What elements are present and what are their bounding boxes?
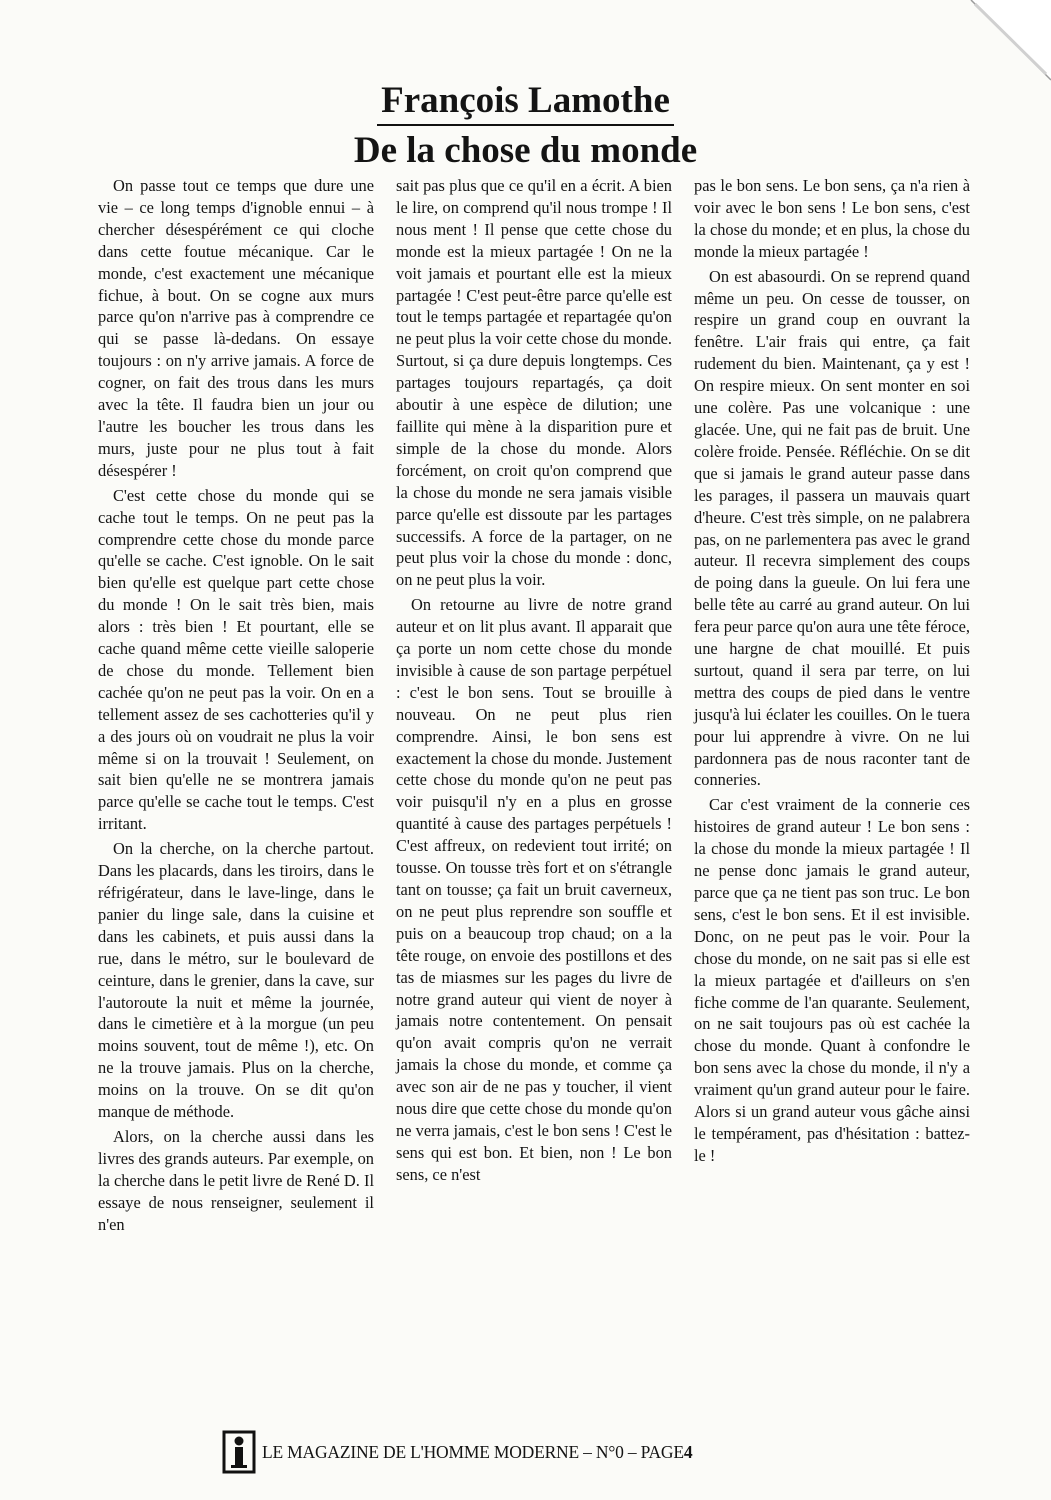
text-column-2 bbox=[396, 175, 672, 1395]
paragraph: Car c'est vraiment de la connerie ces histoires de grand auteur ! Le bon sens : la chose du monde la mieux partagée ! Il ne pense donc jamais le grand auteur, parce que ça ne tient pas son truc. Le bon sens, c'est le bon sens. Et il est invisible. Donc, on ne peut pas le voir. Pour la chose du monde, on ne sait pas si elle est la mieux partagée et d'ailleurs on s'en fiche comme de l'an quarante. Seulement, on ne sait toujours pas où est cachée la chose du monde. Quant à confondre le bon sens avec la chose du monde, il n'y a vraiment qu'un grand auteur pour le faire. Alors si un grand auteur vous gâche ainsi le tempérament, pas d'hésitation : battez-le ! bbox=[694, 795, 970, 1165]
paragraph: On est abasourdi. On se reprend quand même un peu. On cesse de tousser, on respire un grand coup en ouvrant la fenêtre. L'air frais qui entre, ça fait rudement du bien. Maintenant, ça y est ! On respire mieux. On sent monter en soi une colère. Pas une volcanique : une glacée. Une, qui ne fait pas de bruit. Une colère froide. Pensée. Réfléchie. On se dit que si jamais le grand auteur passe dans les parages, il passera un mauvais quart d'heure. C'est très simple, on ne palabrera pas, on ne parlementera pas avec le grand auteur. Il recevra simplement des coups de poing dans la gueule. On lui fera une belle tête au carré au grand auteur. On lui fera peur parce qu'on aura une tête féroce, une hargne de chat mouillé. Et puis surtout, quand il sera par terre, on lui mettra des coups de pied dans le ventre jusqu'à lui éclater les couilles. On le tuera pour lui apprendre à vivre. On ne lui pardonnera pas de nous raconter tant de conneries. bbox=[694, 266, 970, 790]
page-footer bbox=[222, 1430, 692, 1474]
magazine-logo-icon bbox=[222, 1430, 256, 1474]
text-column-3 bbox=[694, 175, 970, 1395]
paragraph: On retourne au livre de notre grand auteur et on lit plus avant. Il apparait que ça porte un nom cette chose du monde invisible à cause de son partage perpétuel : c'est le bon sens. Tout se brouille à nouveau. On ne peut plus rien comprendre. Ainsi, le bon sens est exactement la chose du monde. Justement cette chose du monde qu'on ne peut pas voir puisqu'il n'y en a plus en grosse quantité à cause des partages perpétuels ! C'est affreux, on redevient tout irrité; on tousse. On tousse très fort et on s'étrangle tant on tousse; ça fait un bruit caverneux, on ne peut plus reprendre son souffle et puis on a beaucoup trop chaud; on a la tête rouge, on envoie des postillons et des tas de miasmes sur les pages du livre de notre grand auteur qui vient de noyer à jamais notre contentement. On pensait qu'on avait compris qu'on ne verrait jamais la chose du monde, et comme ça avec son air de ne pas y toucher, il vient nous dire que cette chose du monde qu'on ne verra jamais, c'est le bon sens ! C'est le sens qui est bon. Et bien, non ! Le bon sens, ce n'est bbox=[396, 595, 672, 1184]
paragraph: C'est cette chose du monde qui se cache tout le temps. On ne peut pas la comprendre cette chose du monde parce qu'elle se cache. C'est ignoble. On le sait bien qu'elle est quelque part cette chose du monde ! On le sait très bien, mais alors : très bien ! Et pourtant, elle se cache quand même cette vieille saloperie de chose du monde. Tellement bien cachée qu'on ne peut pas la voir. On en a tellement assez de ses cachotteries qu'il y a des jours où on voudrait ne plus la voir même si on la trouvait ! Seulement, on sait bien qu'elle ne se montrera jamais parce qu'elle se cache tout le temps. C'est irritant. bbox=[98, 485, 374, 834]
paragraph: pas le bon sens. Le bon sens, ça n'a rien à voir avec le bon sens ! Le bon sens, c'est la chose du monde; et en plus, la chose du monde la mieux partagée ! bbox=[694, 176, 970, 261]
paragraph: On la cherche, on la cherche partout. Dans les placards, dans les tiroirs, dans le réfrigérateur, dans le lave-linge, dans le panier du linge sale, dans la cuisine et dans les cabinets, et puis aussi dans la rue, dans le métro, sur le boulevard de ceinture, dans le grenier, dans la cave, sur l'autoroute la nuit et même la journée, dans le cimetière et à la morgue (un peu moins souvent, tout de même !), etc. On ne la trouve jamais. Plus on la cherche, moins on la trouve. On se dit qu'on manque de méthode. bbox=[98, 839, 374, 1122]
footer-magazine-name: LE MAGAZINE DE L'HOMME MODERNE – N°0 – PAGE bbox=[262, 1441, 684, 1462]
footer-page-number: 4 bbox=[683, 1441, 693, 1462]
footer-label bbox=[262, 1442, 692, 1463]
paragraph: Alors, on la cherche aussi dans les livres des grands auteurs. Par exemple, on la cherche dans le petit livre de René D. Il essaye de nous renseigner, seulement il n'en bbox=[98, 1126, 374, 1234]
paragraph: sait pas plus que ce qu'il en a écrit. A bien le lire, on comprend qu'il nous trompe ! Il nous ment ! Il pense que cette chose du monde est la mieux partagée ! On ne la voit jamais et pourtant elle est la mieux partagée ! C'est peut-être parce qu'elle est tout le temps partagée et repartagée qu'on ne peut plus la voir cette chose du monde. Surtout, si ça dure depuis longtemps. Ces partages toujours repartagés, ça doit aboutir à une espèce de dilution; une faillite qui mène à la disparition pure et simple de la chose du monde. Alors forcément, on croit qu'on comprend que la chose du monde ne sera jamais visible parce qu'elle est dissoute par les partages successifs. A force de la partager, on ne peut plus voir la chose du monde : donc, on ne peut plus la voir. bbox=[396, 176, 672, 590]
paragraph: On passe tout ce temps que dure une vie – ce long temps d'ignoble ennui – à chercher désespérément ce qui cloche dans cette foutue mécanique. Car le monde, c'est exactement une mécanique fichue, à bout. On se cogne aux murs parce qu'on n'arrive pas à comprendre ce qui se passe là-dedans. On essaye toujours : on n'y arrive jamais. A force de cogner, on fait des trous dans les murs avec la tête. Il faudra bien un jour ou l'autre les boucher les trous dans les murs, juste pour ne plus tout à fait désespérer ! bbox=[98, 176, 374, 480]
article-header bbox=[0, 80, 1051, 172]
article-body bbox=[98, 175, 970, 1395]
article-author: François Lamothe bbox=[377, 80, 674, 126]
article-title: De la chose du monde bbox=[353, 130, 698, 171]
text-column-1 bbox=[98, 175, 374, 1395]
